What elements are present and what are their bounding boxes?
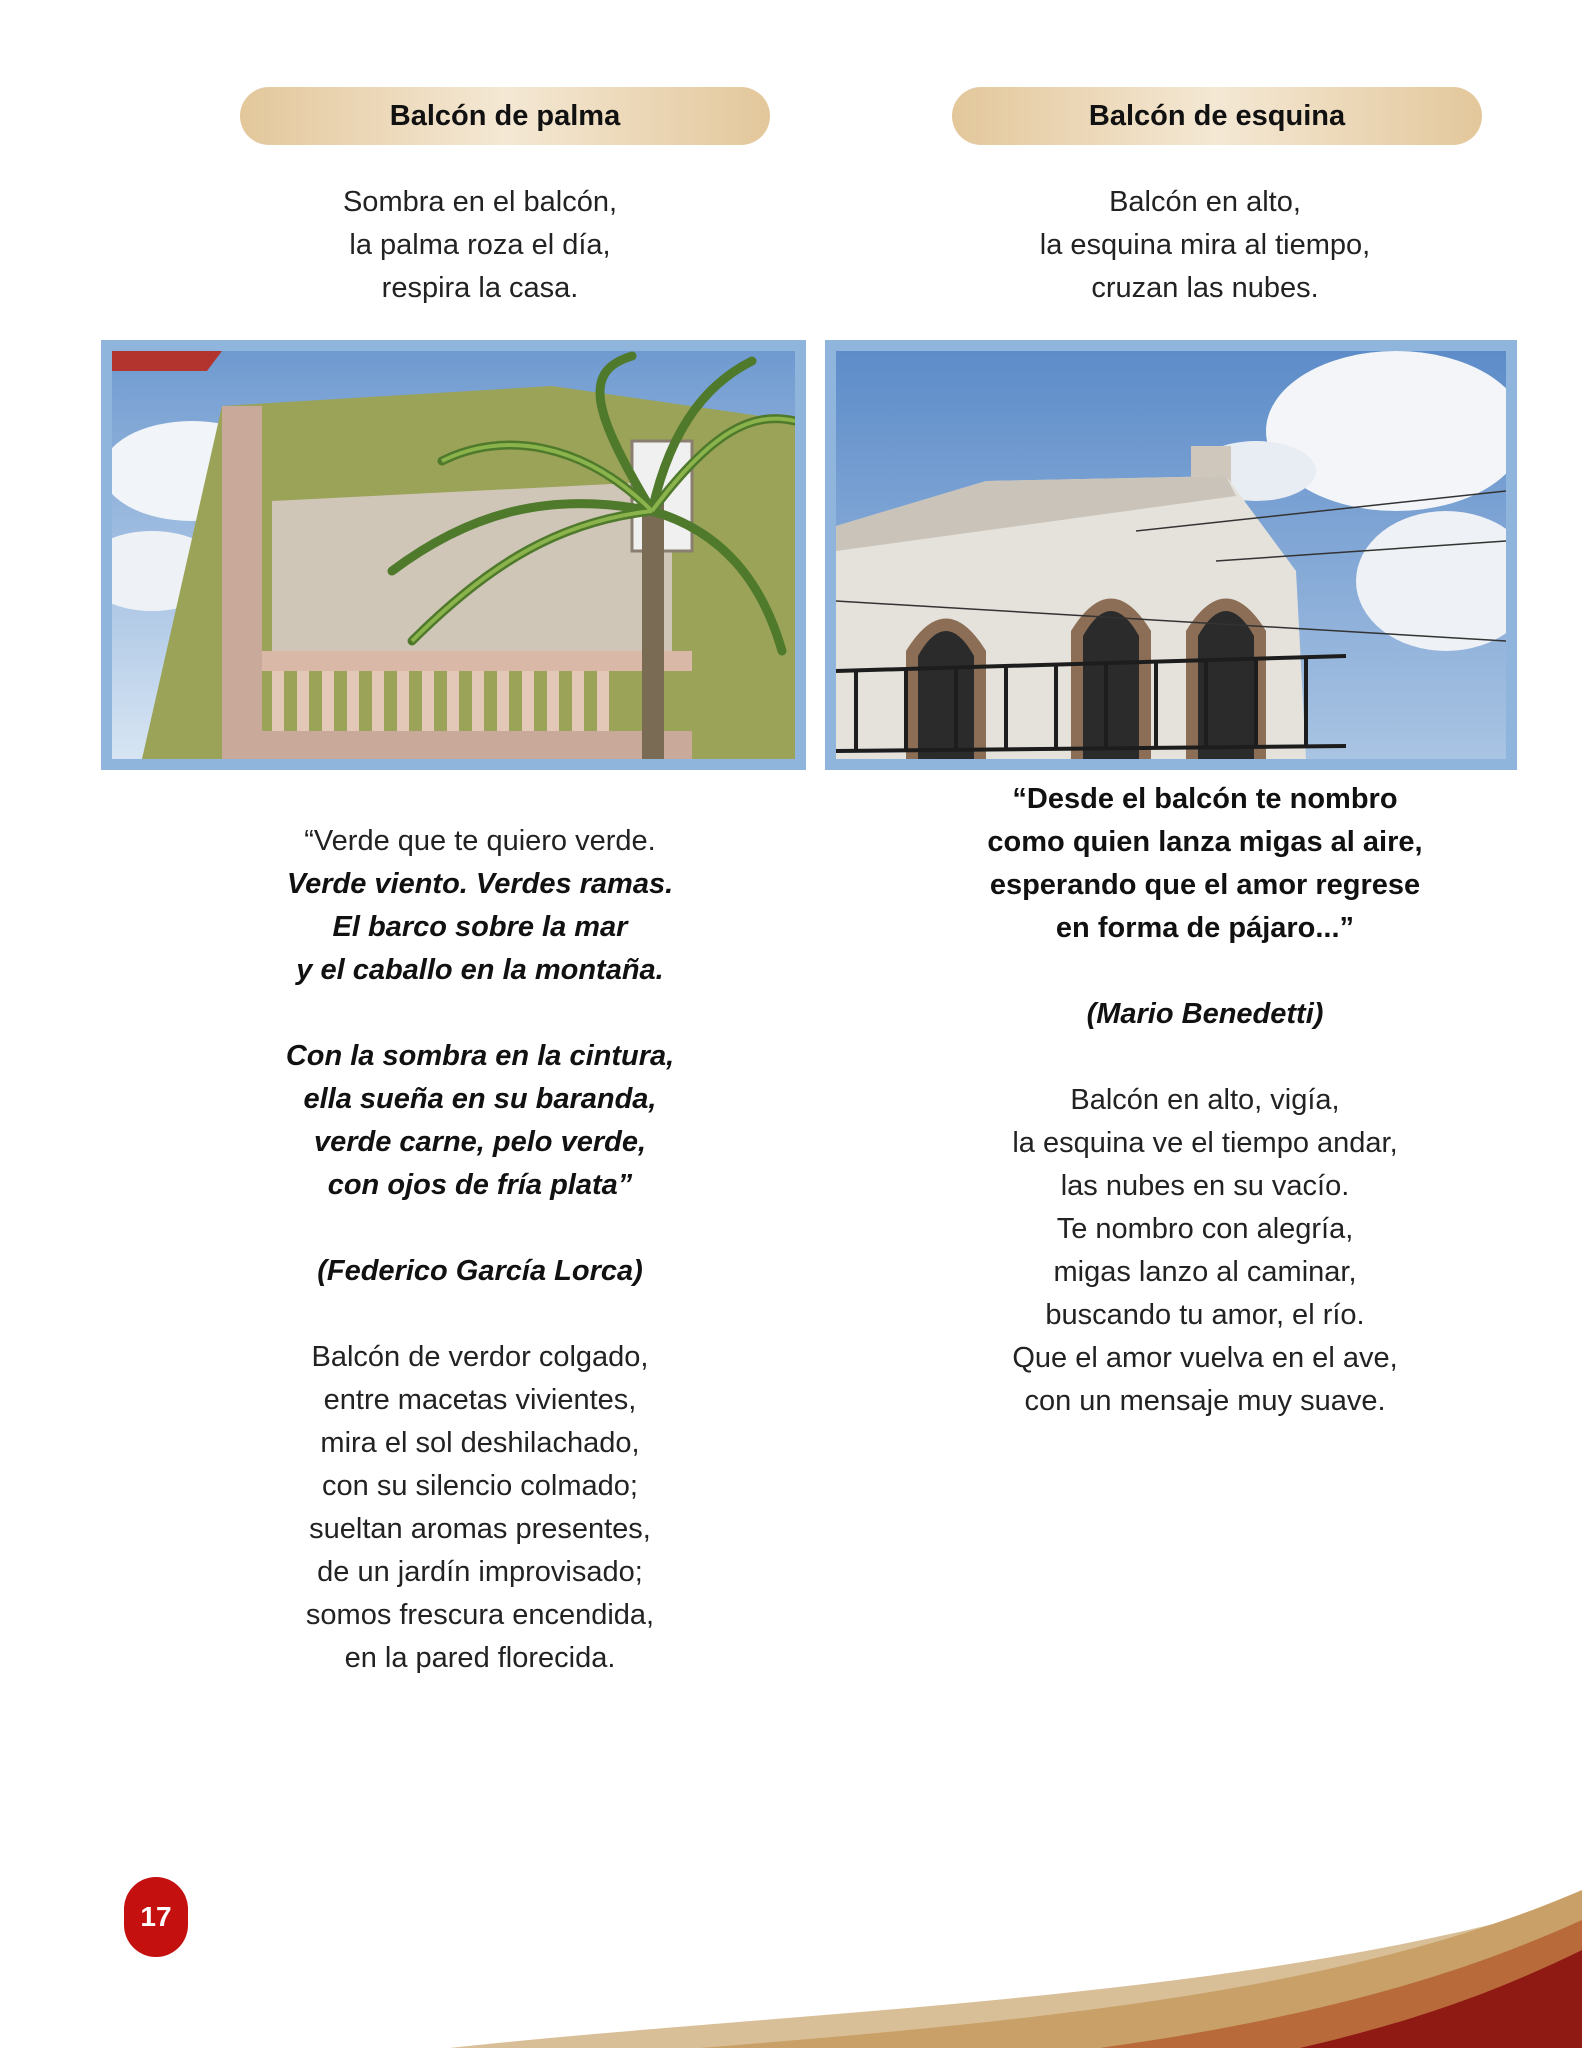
quote-line: y el caballo en la montaña. xyxy=(296,954,664,986)
poem-line: de un jardín improvisado; xyxy=(317,1556,643,1588)
haiku-line: cruzan las nubes. xyxy=(1091,272,1319,304)
poem-block-esquina xyxy=(900,778,1510,1423)
quote-author: (Mario Benedetti) xyxy=(1086,998,1324,1030)
poem-line: migas lanzo al caminar, xyxy=(1053,1256,1357,1288)
poem-line: con un mensaje muy suave. xyxy=(1024,1385,1386,1417)
haiku-line: respira la casa. xyxy=(381,272,579,304)
quote-line: en forma de pájaro...” xyxy=(1055,912,1355,944)
poem-line: la esquina ve el tiempo andar, xyxy=(1012,1127,1398,1159)
poem-line: en la pared florecida. xyxy=(344,1642,616,1674)
quote-line: verde carne, pelo verde, xyxy=(313,1126,647,1158)
poem-line: Te nombro con alegría, xyxy=(1056,1213,1354,1245)
decorative-swoosh xyxy=(0,1880,1582,2048)
section-title-palma: Balcón de palma xyxy=(240,87,770,145)
poem-line: sueltan aromas presentes, xyxy=(309,1513,651,1545)
poem-line: Que el amor vuelva en el ave, xyxy=(1012,1342,1398,1374)
section-title-esquina: Balcón de esquina xyxy=(952,87,1482,145)
quote-line: “Desde el balcón te nombro xyxy=(1012,783,1398,815)
quote-line: Con la sombra en la cintura, xyxy=(285,1040,675,1072)
page-number-badge: 17 xyxy=(124,1877,188,1957)
quote-line: esperando que el amor regrese xyxy=(989,869,1421,901)
quote-line: Verde viento. Verdes ramas. xyxy=(286,868,674,900)
quote-line: como quien lanza migas al aire, xyxy=(987,826,1423,858)
quote-line: ella sueña en su baranda, xyxy=(303,1083,657,1115)
haiku-line: Sombra en el balcón, xyxy=(342,186,618,218)
quote-line: El barco sobre la mar xyxy=(332,911,628,943)
quote-line: con ojos de fría plata” xyxy=(327,1169,633,1201)
haiku-palma xyxy=(200,181,760,310)
haiku-line: la palma roza el día, xyxy=(349,229,611,261)
poem-line: entre macetas vivientes, xyxy=(323,1384,637,1416)
poem-line: somos frescura encendida, xyxy=(305,1599,655,1631)
corner-balcony-illustration xyxy=(836,351,1506,759)
poem-line: Balcón de verdor colgado, xyxy=(311,1341,649,1373)
poem-line: mira el sol deshilachado, xyxy=(320,1427,640,1459)
palm-balcony-illustration xyxy=(112,351,795,759)
quote-author: (Federico García Lorca) xyxy=(317,1255,643,1287)
haiku-line: la esquina mira al tiempo, xyxy=(1039,229,1371,261)
photo-balcon-esquina xyxy=(825,340,1517,770)
quote-line: “Verde que te quiero verde. xyxy=(304,825,656,857)
haiku-esquina xyxy=(920,181,1490,310)
poem-block-palma xyxy=(180,820,780,1680)
haiku-line: Balcón en alto, xyxy=(1109,186,1301,218)
poem-line: Balcón en alto, vigía, xyxy=(1070,1084,1340,1116)
photo-balcon-palma xyxy=(101,340,806,770)
poem-line: con su silencio colmado; xyxy=(322,1470,638,1502)
poem-line: las nubes en su vacío. xyxy=(1060,1170,1350,1202)
poem-line: buscando tu amor, el río. xyxy=(1045,1299,1365,1331)
